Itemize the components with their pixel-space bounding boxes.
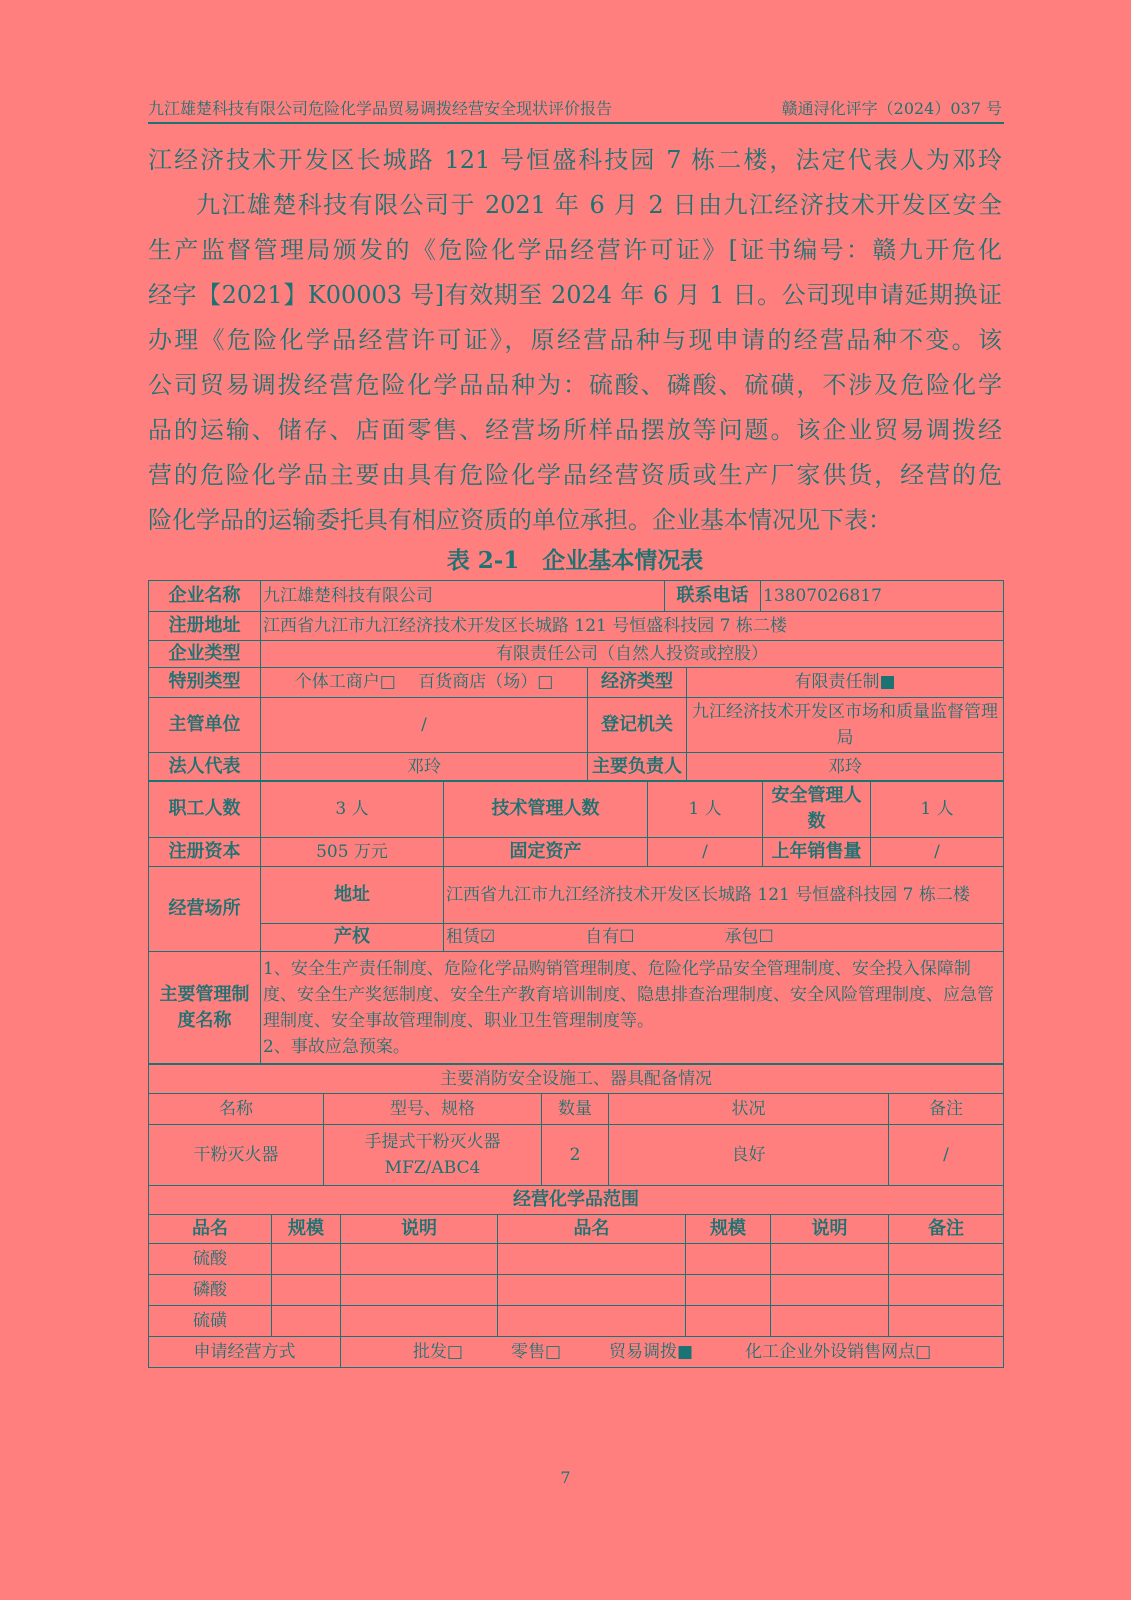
label-tech: 技术管理人数 <box>444 781 648 838</box>
chem-header: 品名 <box>149 1214 272 1243</box>
rules-item-1: 1、安全生产责任制度、危险化学品购销管理制度、危险化学品安全管理制度、安全投入保障制度、安全生产奖惩制度、安全生产教育培训制度、隐患排查治理制度、安全风险管理制度、应急管理制度、安全事故管理制度、职业卫生管理制度等。 <box>263 958 994 1031</box>
label-registrar: 登记机关 <box>588 697 687 752</box>
fire-cell: / <box>889 1125 1004 1186</box>
body-line: 办理《危险化学品经营许可证》，原经营品种与现申请的经营品种不变。该 <box>148 326 1002 354</box>
fire-cell: 干粉灭火器 <box>149 1125 324 1186</box>
phone: 13807026817 <box>761 581 1004 612</box>
label-type: 企业类型 <box>149 641 261 668</box>
label-sales: 上年销售量 <box>763 838 871 867</box>
fire-header: 型号、规格 <box>324 1094 542 1125</box>
chem-header: 规模 <box>272 1214 341 1243</box>
label-legal: 法人代表 <box>149 752 261 781</box>
table-title: 表 2-1 企业基本情况表 <box>446 547 704 574</box>
fire-header: 名称 <box>149 1094 324 1125</box>
fire-title: 主要消防安全设施工、器具配备情况 <box>149 1064 1004 1094</box>
label-econ: 经济类型 <box>588 667 687 697</box>
chem-header: 说明 <box>771 1214 889 1243</box>
mode-label: 申请经营方式 <box>149 1336 341 1367</box>
fire-equipment-table <box>148 1063 1004 1186</box>
mode-wholesale: 批发□ <box>412 1341 463 1362</box>
staff-count: 3 人 <box>261 781 444 838</box>
special-type: 个体工商户□ 百货商店（场）□ <box>261 667 588 697</box>
company-name: 九江雄楚科技有限公司 <box>261 581 665 612</box>
chem-header: 规模 <box>686 1214 771 1243</box>
tech-count: 1 人 <box>648 781 763 838</box>
mode-outlet: 化工企业外设销售网点□ <box>745 1341 932 1362</box>
body-line: 经字【2021】K00003 号]有效期至 2024 年 6 月 1 日。公司现申请延期换证 <box>148 281 1002 309</box>
body-line: 生产监督管理局颁发的《危险化学品经营许可证》[证书编号：赣九开危化 <box>148 236 1002 264</box>
chem-header: 品名 <box>498 1214 686 1243</box>
label-fixed: 固定资产 <box>444 838 648 867</box>
property-contract: 承包☐ <box>724 927 774 947</box>
company-type: 有限责任公司（自然人投资或控股） <box>261 641 1004 668</box>
fixed-assets: / <box>648 838 763 867</box>
report-title: 九江雄楚科技有限公司危险化学品贸易调拨经营安全现状评价报告 <box>148 99 613 118</box>
label-head: 主要负责人 <box>588 752 687 781</box>
label-name: 企业名称 <box>149 581 261 612</box>
label-phone: 联系电话 <box>665 581 761 612</box>
label-property: 产权 <box>261 923 444 951</box>
mode-retail: 零售□ <box>510 1341 562 1362</box>
label-special: 特别类型 <box>149 667 261 697</box>
body-line: 品的运输、储存、店面零售、经营场所样品摆放等问题。该企业贸易调拨经 <box>148 416 1002 444</box>
body-line: 江经济技术开发区长城路 121 号恒盛科技园 7 栋二楼，法定代表人为邓玲 <box>148 146 1002 174</box>
fire-header: 数量 <box>542 1094 609 1125</box>
chem-header: 备注 <box>889 1214 1004 1243</box>
label-supervisor: 主管单位 <box>149 697 261 752</box>
capital: 505 万元 <box>261 838 444 867</box>
property-rent: 租赁☑ <box>446 927 496 947</box>
chem-item: 硫磺 <box>149 1305 272 1336</box>
fire-header: 状况 <box>609 1094 889 1125</box>
rules-item-2: 2、事故应急预案。 <box>263 1036 410 1057</box>
site-address: 江西省九江市九江经济技术开发区长城路 121 号恒盛科技园 7 栋二楼 <box>444 866 1004 923</box>
body-line: 公司贸易调拨经营危险化学品品种为：硫酸、磷酸、硫磺，不涉及危险化学 <box>148 371 1002 399</box>
rules <box>261 951 1004 1064</box>
label-staff: 职工人数 <box>149 781 261 838</box>
label-capital: 注册资本 <box>149 838 261 867</box>
fire-cell: 手提式干粉灭火器 MFZ/ABC4 <box>324 1125 542 1186</box>
mode-options <box>341 1336 1004 1367</box>
chem-title: 经营化学品范围 <box>149 1185 1004 1214</box>
registrar: 九江经济技术开发区市场和质量监督管理局 <box>687 697 1004 752</box>
body-line: 险化学品的运输委托具有相应资质的单位承担。企业基本情况见下表： <box>148 506 892 534</box>
chemical-scope-table <box>148 1185 1004 1368</box>
body-line: 九江雄楚科技有限公司于 2021 年 6 月 2 日由九江经济技术开发区安全 <box>196 191 1002 219</box>
chem-header: 说明 <box>341 1214 498 1243</box>
principal: 邓玲 <box>687 752 1004 781</box>
page-number: 7 <box>560 1468 571 1487</box>
basic-info-table <box>148 580 1003 1368</box>
fire-cell: 2 <box>542 1125 609 1186</box>
chem-item: 磷酸 <box>149 1274 272 1305</box>
property-own: 自有☐ <box>585 927 635 947</box>
property-options <box>444 923 1004 951</box>
body-text <box>148 138 1002 543</box>
body-line: 营的危险化学品主要由具有危险化学品经营资质或生产厂家供货，经营的危 <box>148 461 1002 489</box>
chem-item: 硫酸 <box>149 1243 272 1274</box>
label-rules: 主要管理制度名称 <box>149 951 261 1064</box>
label-site: 经营场所 <box>149 866 261 951</box>
label-site-address: 地址 <box>261 866 444 923</box>
label-safety: 安全管理人数 <box>763 781 871 838</box>
legal-rep: 邓玲 <box>261 752 588 781</box>
running-header <box>148 96 1002 119</box>
mode-trade: 贸易调拨■ <box>609 1341 694 1362</box>
last-year-sales: / <box>871 838 1004 867</box>
fire-cell: 良好 <box>609 1125 889 1186</box>
header-rule <box>148 122 1004 124</box>
safety-count: 1 人 <box>871 781 1004 838</box>
econ-type: 有限责任制■ <box>687 667 1004 697</box>
supervisor: / <box>261 697 588 752</box>
fire-header: 备注 <box>889 1094 1004 1125</box>
registered-address: 江西省九江市九江经济技术开发区长城路 121 号恒盛科技园 7 栋二楼 <box>261 612 1004 641</box>
report-number: 赣通浔化评字（2024）037 号 <box>781 99 1002 118</box>
label-address: 注册地址 <box>149 612 261 641</box>
